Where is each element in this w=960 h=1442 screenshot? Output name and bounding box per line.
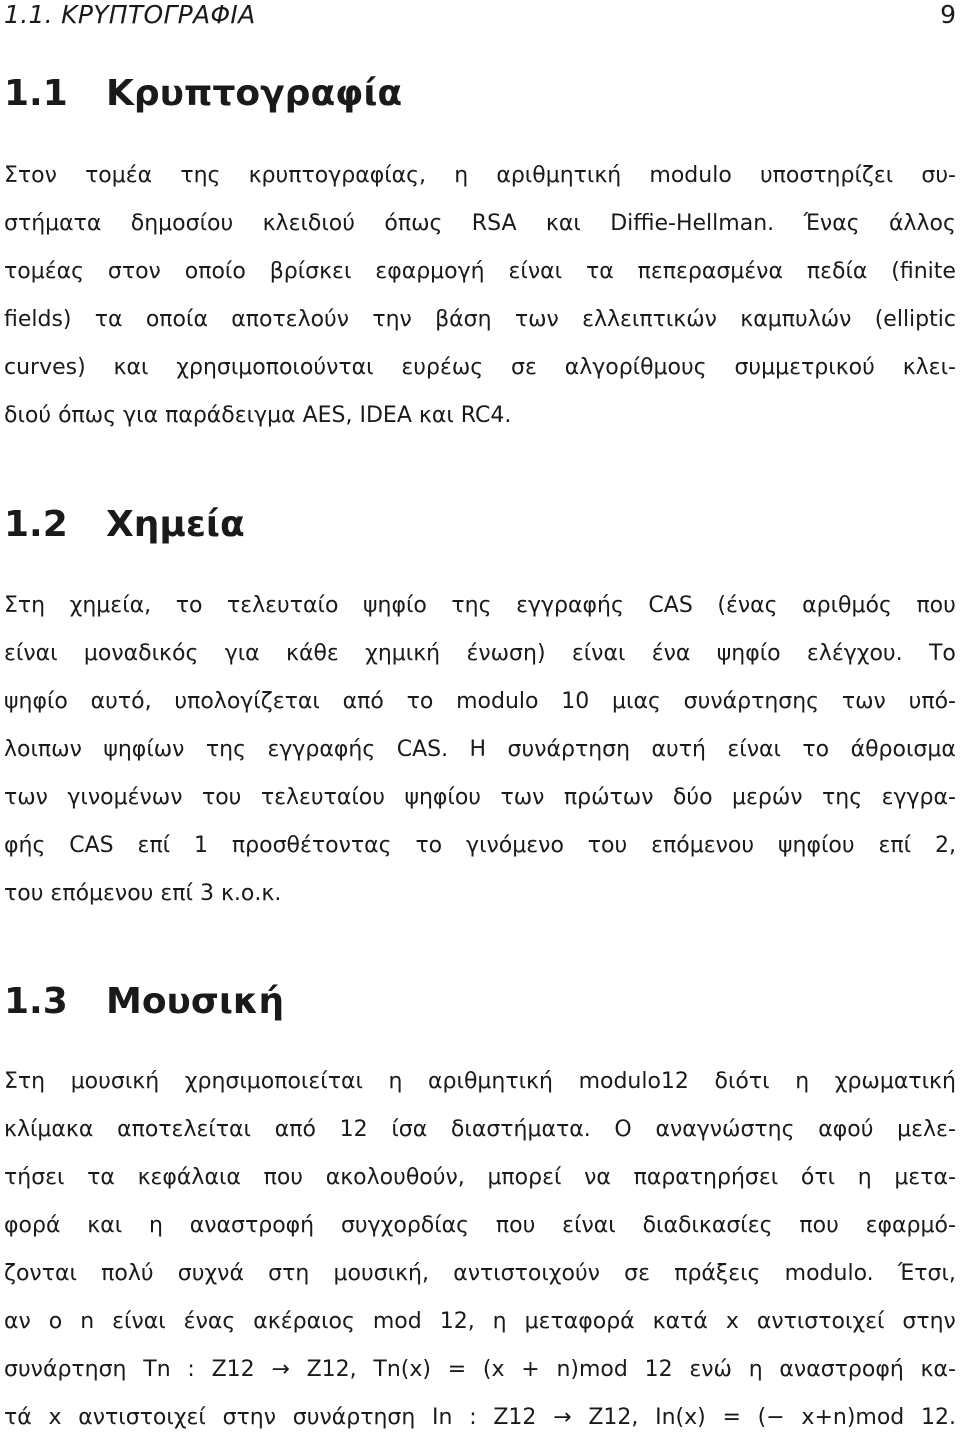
- paragraph-line: [4, 248, 956, 296]
- paragraph-line: [4, 1250, 956, 1298]
- word: ότι: [800, 1165, 836, 1190]
- word: η: [795, 1069, 810, 1094]
- word: πολύ: [101, 1261, 154, 1286]
- word: υποστηρίζει: [759, 163, 894, 188]
- word: γινομένων: [67, 785, 183, 810]
- word: ψηφίου: [404, 785, 482, 810]
- word: (elliptic: [874, 307, 956, 332]
- word: αυτή: [651, 737, 706, 762]
- word: Diffie-Hellman.: [610, 211, 775, 236]
- paragraph-line: [4, 200, 956, 248]
- word: Z12: [493, 1405, 537, 1430]
- word: ευρέως: [401, 355, 484, 380]
- word: βρίσκει: [269, 259, 352, 284]
- word: πράξεις: [674, 1261, 761, 1286]
- word: προσθέτοντας: [231, 833, 392, 858]
- word: στην: [902, 1309, 956, 1334]
- word: αλγορίθμους: [564, 355, 707, 380]
- word: παρατηρήσει: [633, 1165, 779, 1190]
- word: η: [492, 1309, 507, 1334]
- word: μουσική,: [333, 1261, 429, 1286]
- word: ίσα: [391, 1117, 428, 1142]
- word: χρησιμοποιούνται: [176, 355, 374, 380]
- word: συγχορδίας: [340, 1213, 470, 1238]
- word: φής: [4, 833, 46, 858]
- math-line: [4, 1394, 956, 1442]
- word: τομέας: [4, 259, 85, 284]
- word: για: [224, 641, 260, 666]
- word: αποτελείται: [117, 1117, 251, 1142]
- word: Ένας: [803, 211, 860, 236]
- paragraph-line: [4, 678, 956, 726]
- paragraph-line: [4, 582, 956, 630]
- word: αναστροφή: [779, 1357, 904, 1382]
- word: αντιστοιχεί: [78, 1405, 206, 1430]
- word: υπολογίζεται: [174, 689, 320, 714]
- word: των: [4, 785, 48, 810]
- word: της: [451, 593, 492, 618]
- word: Το: [928, 641, 956, 666]
- word: συμμετρικού: [734, 355, 875, 380]
- word: ακέραιος: [253, 1309, 355, 1334]
- paragraph-line: [4, 630, 956, 678]
- word: κλειδιού: [262, 211, 355, 236]
- word: In(x): [655, 1405, 706, 1430]
- word: =: [722, 1405, 741, 1430]
- word: αντιστοιχούν: [453, 1261, 600, 1286]
- word: x: [725, 1309, 739, 1334]
- word: των: [500, 785, 545, 810]
- word: που: [916, 593, 956, 618]
- word: Στη: [4, 593, 46, 618]
- word: εγγραφής: [267, 737, 376, 762]
- word: μελε-: [897, 1117, 956, 1142]
- word: Στη: [4, 1069, 46, 1094]
- word: Έτσι,: [897, 1261, 956, 1286]
- word: +: [521, 1357, 540, 1382]
- word: τά: [4, 1405, 32, 1430]
- word: που: [263, 1165, 304, 1190]
- word: ένωση): [466, 641, 546, 666]
- word: κατά: [652, 1309, 708, 1334]
- word: χρωματική: [834, 1069, 956, 1094]
- paragraph-line: διού όπως για παράδειγμα AES, IDEA και RC4.: [4, 403, 512, 428]
- word: άλλος: [889, 211, 956, 236]
- word: n: [80, 1309, 95, 1334]
- paragraph-line: [4, 1202, 956, 1250]
- word: CAS: [69, 833, 114, 858]
- page-number: 9: [940, 0, 956, 29]
- word: (finite: [891, 259, 956, 284]
- word: οποίο: [184, 259, 246, 284]
- word: Tn: [143, 1357, 171, 1382]
- word: (x: [482, 1357, 505, 1382]
- word: (−: [757, 1405, 785, 1430]
- word: και: [87, 1213, 123, 1238]
- section-title: Μουσική: [106, 981, 285, 1022]
- word: λοιπων: [4, 737, 82, 762]
- word: →: [553, 1405, 572, 1430]
- word: και: [113, 355, 149, 380]
- word: αφού: [818, 1117, 874, 1142]
- word: x+n)mod: [801, 1405, 905, 1430]
- word: αυτό,: [90, 689, 152, 714]
- word: ελέγχου.: [806, 641, 903, 666]
- word: να: [584, 1165, 611, 1190]
- word: Tn(x): [373, 1357, 431, 1382]
- word: n)mod: [556, 1357, 628, 1382]
- word: κλει-: [902, 355, 956, 380]
- word: είναι: [112, 1309, 166, 1334]
- word: ψηφίο: [4, 689, 68, 714]
- paragraph-line: του επόμενου επί 3 κ.ο.κ.: [4, 881, 282, 906]
- word: τα: [87, 1165, 115, 1190]
- word: την: [372, 307, 412, 332]
- paragraph-line: [4, 1058, 956, 1106]
- word: modulo: [456, 689, 539, 714]
- word: από: [342, 689, 384, 714]
- word: που: [799, 1213, 839, 1238]
- word: άθροισμα: [850, 737, 956, 762]
- word: συνάρτησης: [683, 689, 820, 714]
- word: είναι: [4, 641, 58, 666]
- paragraph-line: [4, 1154, 956, 1202]
- word: η: [388, 1069, 403, 1094]
- word: εγγρα-: [881, 785, 956, 810]
- word: στην: [222, 1405, 277, 1430]
- word: 12.: [921, 1405, 956, 1430]
- word: συνάρτηση: [4, 1357, 127, 1382]
- section-paragraph: [4, 1058, 956, 1442]
- word: από: [274, 1117, 316, 1142]
- word: αν: [4, 1309, 31, 1334]
- word: η: [748, 1357, 763, 1382]
- word: curves): [4, 355, 86, 380]
- word: modulo12: [578, 1069, 689, 1094]
- word: συνάρτηση: [292, 1405, 416, 1430]
- word: δύο: [672, 785, 713, 810]
- section-title: Χημεία: [106, 504, 245, 545]
- word: επί: [878, 833, 912, 858]
- word: χρησιμοποιείται: [184, 1069, 363, 1094]
- word: CAS: [648, 593, 693, 618]
- word: επόμενου: [651, 833, 755, 858]
- word: modulo.: [784, 1261, 874, 1286]
- word: κάθε: [285, 641, 339, 666]
- running-header: [0, 0, 960, 32]
- word: →: [271, 1357, 290, 1382]
- word: είναι: [508, 259, 563, 284]
- math-line: [4, 1346, 956, 1394]
- word: όπως: [384, 211, 443, 236]
- section-number: 1.3: [4, 981, 68, 1022]
- word: συ-: [921, 163, 956, 188]
- word: μοναδικός: [83, 641, 199, 666]
- word: σε: [624, 1261, 651, 1286]
- word: διαστήματα.: [450, 1117, 591, 1142]
- word: τελευταίου: [260, 785, 385, 810]
- word: ζονται: [4, 1261, 77, 1286]
- word: ακολουθούν,: [325, 1165, 465, 1190]
- section-paragraph: [4, 582, 956, 918]
- word: η: [857, 1165, 872, 1190]
- word: συνάρτηση: [507, 737, 631, 762]
- word: αριθμός: [802, 593, 892, 618]
- word: 1: [194, 833, 209, 858]
- paragraph-line: [4, 822, 956, 870]
- word: αποτελούν: [231, 307, 350, 332]
- word: αναστροφή: [189, 1213, 315, 1238]
- word: κλίμακα: [4, 1117, 94, 1142]
- word: αντιστοιχεί: [756, 1309, 885, 1334]
- paragraph-line: [4, 152, 956, 200]
- section-number: 1.2: [4, 504, 68, 545]
- word: το: [175, 593, 203, 618]
- word: κα-: [920, 1357, 956, 1382]
- word: στήματα: [4, 211, 102, 236]
- word: το: [802, 737, 830, 762]
- word: εφαρμογή: [375, 259, 485, 284]
- word: αναγνώστης: [655, 1117, 795, 1142]
- word: 10: [561, 689, 590, 714]
- section-paragraph: [4, 152, 956, 440]
- paragraph-line: [4, 726, 956, 774]
- word: του: [201, 785, 242, 810]
- word: είναι: [562, 1213, 616, 1238]
- word: Z12,: [588, 1405, 639, 1430]
- word: Z12: [211, 1357, 255, 1382]
- word: Ο: [614, 1117, 632, 1142]
- word: υπό-: [908, 689, 956, 714]
- section-heading: [4, 74, 402, 114]
- word: τα: [585, 259, 614, 284]
- word: μπορεί: [487, 1165, 562, 1190]
- word: και: [545, 211, 581, 236]
- word: διαδικασίες: [642, 1213, 773, 1238]
- word: τα: [94, 307, 123, 332]
- section-title: Κρυπτογραφία: [106, 73, 403, 114]
- word: μουσική: [70, 1069, 160, 1094]
- word: η: [454, 163, 469, 188]
- word: 12: [339, 1117, 368, 1142]
- word: μετα-: [894, 1165, 956, 1190]
- word: το: [406, 689, 434, 714]
- word: οποία: [145, 307, 208, 332]
- word: ψηφίου: [777, 833, 855, 858]
- word: ενώ: [689, 1357, 732, 1382]
- word: ψηφίο: [362, 593, 427, 618]
- paragraph-line: [4, 774, 956, 822]
- word: συχνά: [177, 1261, 244, 1286]
- word: 12,: [439, 1309, 475, 1334]
- word: RSA: [471, 211, 517, 236]
- word: το: [415, 833, 443, 858]
- word: ένας: [183, 1309, 236, 1334]
- word: γινόμενο: [466, 833, 564, 858]
- running-section-title: 1.1. ΚΡΥΠΤΟΓΡΑΦΙΑ: [4, 0, 256, 29]
- word: τομέα: [85, 163, 153, 188]
- word: καμπυλών: [740, 307, 852, 332]
- word: που: [495, 1213, 536, 1238]
- word: μιας: [612, 689, 661, 714]
- word: η: [149, 1213, 163, 1238]
- section-number: 1.1: [4, 73, 68, 114]
- word: κεφάλαια: [137, 1165, 241, 1190]
- word: μερών: [732, 785, 803, 810]
- paragraph-line: [4, 1106, 956, 1154]
- word: τήσει: [4, 1165, 65, 1190]
- section-heading: [4, 982, 284, 1022]
- word: CAS.: [396, 737, 449, 762]
- math-line: [4, 1298, 956, 1346]
- word: 2,: [934, 833, 956, 858]
- word: πεδία: [806, 259, 868, 284]
- word: των: [841, 689, 886, 714]
- word: ψηφίο: [716, 641, 781, 666]
- word: Η: [469, 737, 487, 762]
- word: του: [587, 833, 628, 858]
- word: κρυπτογραφίας,: [248, 163, 427, 188]
- paragraph-line: [4, 296, 956, 344]
- word: mod: [372, 1309, 422, 1334]
- word: τελευταίο: [226, 593, 339, 618]
- word: =: [447, 1357, 467, 1382]
- word: σε: [511, 355, 537, 380]
- word: της: [205, 737, 247, 762]
- word: modulo: [649, 163, 732, 188]
- word: Z12,: [306, 1357, 357, 1382]
- word: εφαρμό-: [865, 1213, 956, 1238]
- paragraph-line: [4, 344, 956, 392]
- word: αριθμητική: [496, 163, 622, 188]
- word: των: [514, 307, 559, 332]
- word: είναι: [571, 641, 626, 666]
- word: (ένας: [717, 593, 778, 618]
- word: ελλειπτικών: [582, 307, 717, 332]
- word: :: [469, 1405, 477, 1430]
- word: στη: [268, 1261, 310, 1286]
- word: χημεία,: [69, 593, 152, 618]
- word: πρώτων: [563, 785, 654, 810]
- word: της: [180, 163, 221, 188]
- section-heading: [4, 505, 245, 545]
- word: :: [187, 1357, 195, 1382]
- word: της: [822, 785, 863, 810]
- word: επί: [137, 833, 171, 858]
- word: εγγραφής: [516, 593, 624, 618]
- word: Στον: [4, 163, 57, 188]
- word: ο: [48, 1309, 63, 1334]
- word: 12: [644, 1357, 673, 1382]
- word: x: [48, 1405, 62, 1430]
- word: ψηφίων: [103, 737, 185, 762]
- word: fields): [4, 307, 72, 332]
- word: ένα: [651, 641, 691, 666]
- word: είναι: [727, 737, 781, 762]
- word: φορά: [4, 1213, 61, 1238]
- word: διότι: [714, 1069, 770, 1094]
- word: μεταφορά: [524, 1309, 635, 1334]
- word: βάση: [435, 307, 492, 332]
- word: στον: [107, 259, 161, 284]
- word: πεπερασμένα: [637, 259, 783, 284]
- word: In: [432, 1405, 453, 1430]
- word: δημοσίου: [130, 211, 234, 236]
- word: χημική: [365, 641, 441, 666]
- word: αριθμητική: [428, 1069, 553, 1094]
